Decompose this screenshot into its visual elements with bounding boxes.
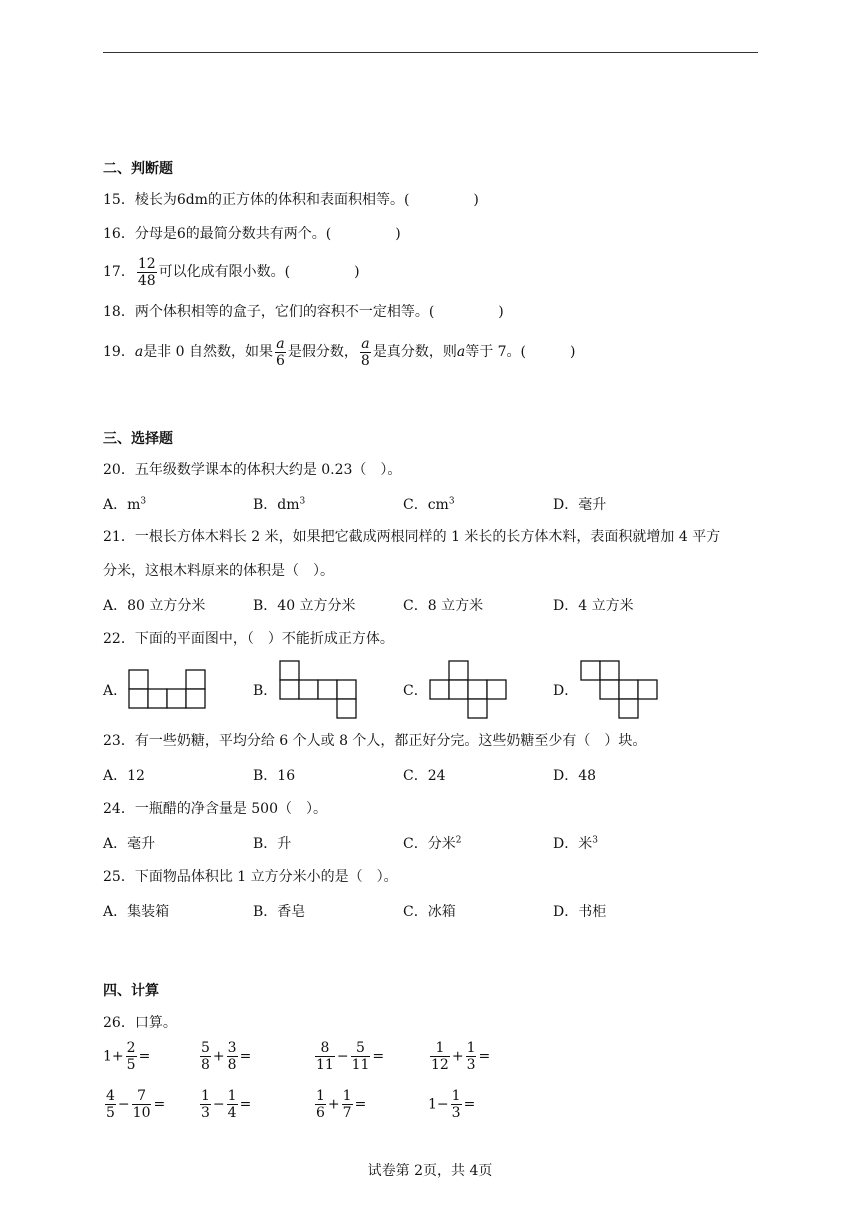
fraction-denominator: 3 bbox=[466, 1057, 476, 1073]
question-18 bbox=[103, 302, 504, 322]
fraction-numerator: 5 bbox=[201, 1040, 210, 1056]
calc-expression bbox=[428, 1088, 475, 1121]
question-15-close: ) bbox=[473, 192, 479, 208]
superscript: 2 bbox=[455, 835, 462, 846]
fraction bbox=[451, 1088, 462, 1121]
q24-option-b[interactable]: B．升 bbox=[253, 836, 292, 852]
fraction-denominator: 48 bbox=[137, 272, 156, 289]
question-16-text: 16．分母是6的最简分数共有两个。( bbox=[103, 226, 332, 242]
q23-option-a[interactable]: A．12 bbox=[103, 768, 145, 784]
calc-expression bbox=[313, 1040, 384, 1073]
calc-equals: = bbox=[138, 1048, 151, 1065]
question-18-text: 18．两个体积相等的盒子，它们的容积不一定相等。( bbox=[103, 304, 435, 320]
calc-expression bbox=[103, 1088, 165, 1121]
header-rule bbox=[103, 52, 758, 53]
fraction-denominator: 3 bbox=[201, 1105, 210, 1121]
question-21-line-2: 分米，这根木料原来的体积是（ ）。 bbox=[103, 563, 334, 579]
question-22: 22．下面的平面图中，（ ）不能折成正方体。 bbox=[103, 631, 394, 647]
fraction bbox=[351, 1040, 371, 1073]
fraction bbox=[466, 1040, 477, 1073]
question-19-text-2: 是假分数， bbox=[287, 344, 358, 360]
fraction-a-6 bbox=[275, 336, 286, 369]
calc-operator: − bbox=[212, 1096, 225, 1113]
calc-equals: = bbox=[239, 1096, 252, 1113]
page-footer: 试卷第 2页，共 4页 bbox=[367, 1163, 493, 1179]
question-17 bbox=[103, 254, 360, 290]
q20-option-d[interactable]: D．毫升 bbox=[553, 497, 607, 513]
calc-equals: = bbox=[153, 1096, 166, 1113]
calc-expression bbox=[103, 1040, 150, 1073]
q25-option-a[interactable]: A．集装箱 bbox=[103, 904, 170, 920]
calc-operator: − bbox=[117, 1096, 130, 1113]
fraction-numerator: 1 bbox=[466, 1040, 476, 1056]
cube-net-d bbox=[580, 660, 660, 720]
question-19-close: ) bbox=[570, 344, 576, 360]
q20-option-b[interactable] bbox=[253, 494, 305, 514]
fraction-denominator: 5 bbox=[106, 1105, 115, 1121]
question-23: 23．有一些奶糖，平均分给 6 个人或 8 个人，都正好分完。这些奶糖至少有（ ）块。 bbox=[103, 733, 647, 749]
q25-option-c[interactable]: C．冰箱 bbox=[403, 904, 456, 920]
q21-option-a[interactable]: A．80 立方分米 bbox=[103, 598, 206, 614]
fraction-numerator: 1 bbox=[342, 1088, 352, 1104]
question-25: 25．下面物品体积比 1 立方分米小的是（ ）。 bbox=[103, 869, 398, 885]
q23-option-c[interactable]: C．24 bbox=[403, 768, 446, 784]
cube-net-b bbox=[279, 660, 359, 720]
calc-equals: = bbox=[354, 1096, 367, 1113]
section-heading-calc: 四、计算 bbox=[103, 983, 159, 999]
fraction-denominator: 7 bbox=[342, 1105, 352, 1121]
section-heading-choice: 三、选择题 bbox=[103, 431, 173, 447]
superscript: 3 bbox=[448, 496, 455, 507]
fraction-denominator: 4 bbox=[227, 1105, 237, 1121]
fraction-denominator: 5 bbox=[126, 1057, 136, 1073]
calc-expression bbox=[198, 1088, 251, 1121]
q21-option-d[interactable]: D．4 立方米 bbox=[553, 598, 634, 614]
q20-option-a[interactable] bbox=[103, 494, 146, 514]
question-19-number: 19． bbox=[103, 344, 135, 360]
fraction-numerator: 1 bbox=[430, 1040, 450, 1057]
calc-operator: − bbox=[336, 1048, 349, 1065]
fraction-denominator: 3 bbox=[451, 1105, 461, 1121]
question-16-close: ) bbox=[395, 226, 401, 242]
fraction bbox=[315, 1040, 335, 1073]
superscript: 3 bbox=[299, 496, 306, 507]
option-label: C．分米 bbox=[403, 836, 456, 852]
section-heading-judge: 二、判断题 bbox=[103, 161, 173, 177]
fraction-denominator: 10 bbox=[132, 1105, 151, 1121]
question-19 bbox=[103, 334, 576, 370]
q24-option-a[interactable]: A．毫升 bbox=[103, 836, 156, 852]
calc-equals: = bbox=[239, 1048, 252, 1065]
calc-expression bbox=[313, 1088, 366, 1121]
fraction-numerator: a bbox=[361, 335, 370, 352]
question-21-line-1: 21．一根长方体木料长 2 米，如果把它截成两根同样的 1 米长的长方体木料，表面积就增加 4 平方 bbox=[103, 529, 721, 545]
fraction-numerator: 8 bbox=[315, 1040, 335, 1057]
fraction-denominator: 11 bbox=[316, 1057, 334, 1073]
fraction bbox=[126, 1040, 137, 1073]
q22-option-d[interactable]: D． bbox=[553, 683, 579, 699]
q23-option-d[interactable]: D．48 bbox=[553, 768, 597, 784]
question-19-text-1: 是非 0 自然数，如果 bbox=[143, 344, 273, 360]
calc-equals: = bbox=[372, 1048, 385, 1065]
q24-option-c[interactable] bbox=[403, 833, 461, 853]
fraction bbox=[132, 1088, 152, 1121]
fraction bbox=[227, 1040, 238, 1073]
fraction-numerator: 4 bbox=[106, 1088, 115, 1104]
fraction-numerator: 1 bbox=[227, 1088, 237, 1104]
fraction-denominator: 6 bbox=[316, 1105, 325, 1121]
q24-option-d[interactable] bbox=[553, 833, 598, 853]
option-label: C．cm bbox=[403, 497, 449, 513]
q25-option-d[interactable]: D．书柜 bbox=[553, 904, 607, 920]
q21-option-b[interactable]: B．40 立方分米 bbox=[253, 598, 356, 614]
question-17-close: ) bbox=[354, 264, 360, 280]
q25-option-b[interactable]: B．香皂 bbox=[253, 904, 306, 920]
fraction bbox=[342, 1088, 353, 1121]
fraction bbox=[227, 1088, 238, 1121]
fraction bbox=[200, 1088, 211, 1121]
q22-option-a[interactable]: A． bbox=[103, 683, 128, 699]
calc-prefix: 1− bbox=[428, 1096, 449, 1113]
calc-operator: + bbox=[212, 1048, 225, 1065]
q21-option-c[interactable]: C．8 立方米 bbox=[403, 598, 484, 614]
fraction-numerator: 1 bbox=[451, 1088, 461, 1104]
fraction-numerator: 7 bbox=[132, 1088, 152, 1105]
question-17-text: 可以化成有限小数。( bbox=[158, 264, 291, 280]
question-15 bbox=[103, 190, 479, 210]
fraction-denominator: 8 bbox=[360, 352, 370, 369]
fraction-numerator: 1 bbox=[316, 1088, 325, 1104]
q22-option-c[interactable]: C． bbox=[403, 683, 428, 699]
fraction-numerator: 3 bbox=[227, 1040, 237, 1056]
option-label: D．米 bbox=[553, 836, 593, 852]
fraction-denominator: 11 bbox=[351, 1057, 370, 1073]
question-24: 24．一瓶醋的净含量是 500（ ）。 bbox=[103, 801, 327, 817]
fraction-numerator: 1 bbox=[201, 1088, 210, 1104]
fraction bbox=[315, 1088, 326, 1121]
variable-a: a bbox=[456, 344, 466, 360]
calc-prefix: 1+ bbox=[103, 1048, 124, 1065]
fraction-denominator: 8 bbox=[201, 1057, 210, 1073]
calc-operator: + bbox=[451, 1048, 464, 1065]
calc-expression bbox=[428, 1040, 490, 1073]
fraction-numerator: a bbox=[276, 335, 285, 352]
superscript: 3 bbox=[140, 496, 147, 507]
superscript: 3 bbox=[592, 835, 598, 846]
variable-a: a bbox=[134, 344, 144, 360]
question-18-close: ) bbox=[498, 304, 504, 320]
fraction-a-8 bbox=[360, 336, 371, 369]
question-15-text: 15．棱长为6dm的正方体的体积和表面积相等。( bbox=[103, 192, 410, 208]
question-20: 20．五年级数学课本的体积大约是 0.23（ ）。 bbox=[103, 462, 402, 478]
cube-net-a bbox=[128, 669, 208, 711]
fraction-numerator: 2 bbox=[126, 1040, 136, 1056]
question-19-text-3: 是真分数，则 bbox=[372, 344, 457, 360]
calc-expression bbox=[198, 1040, 251, 1073]
fraction-denominator: 8 bbox=[227, 1057, 237, 1073]
fraction-denominator: 12 bbox=[431, 1057, 449, 1073]
q20-option-c[interactable] bbox=[403, 494, 455, 514]
option-label: B．dm bbox=[253, 497, 300, 513]
fraction-numerator: 12 bbox=[137, 255, 156, 272]
q23-option-b[interactable]: B．16 bbox=[253, 768, 296, 784]
option-label: A．m bbox=[103, 497, 141, 513]
question-17-number: 17． bbox=[103, 264, 135, 280]
fraction bbox=[105, 1088, 116, 1121]
fraction-numerator: 5 bbox=[351, 1040, 371, 1057]
fraction bbox=[430, 1040, 450, 1073]
calc-equals: = bbox=[463, 1096, 476, 1113]
cube-net-c bbox=[429, 660, 509, 720]
calc-equals: = bbox=[478, 1048, 491, 1065]
fraction-12-48 bbox=[137, 256, 157, 289]
q22-option-b[interactable]: B． bbox=[253, 683, 278, 699]
question-16 bbox=[103, 224, 401, 244]
fraction-denominator: 6 bbox=[276, 352, 285, 369]
fraction bbox=[200, 1040, 211, 1073]
question-19-text-4: 等于 7。( bbox=[465, 344, 527, 360]
question-26: 26．口算。 bbox=[103, 1015, 177, 1031]
calc-operator: + bbox=[327, 1096, 340, 1113]
